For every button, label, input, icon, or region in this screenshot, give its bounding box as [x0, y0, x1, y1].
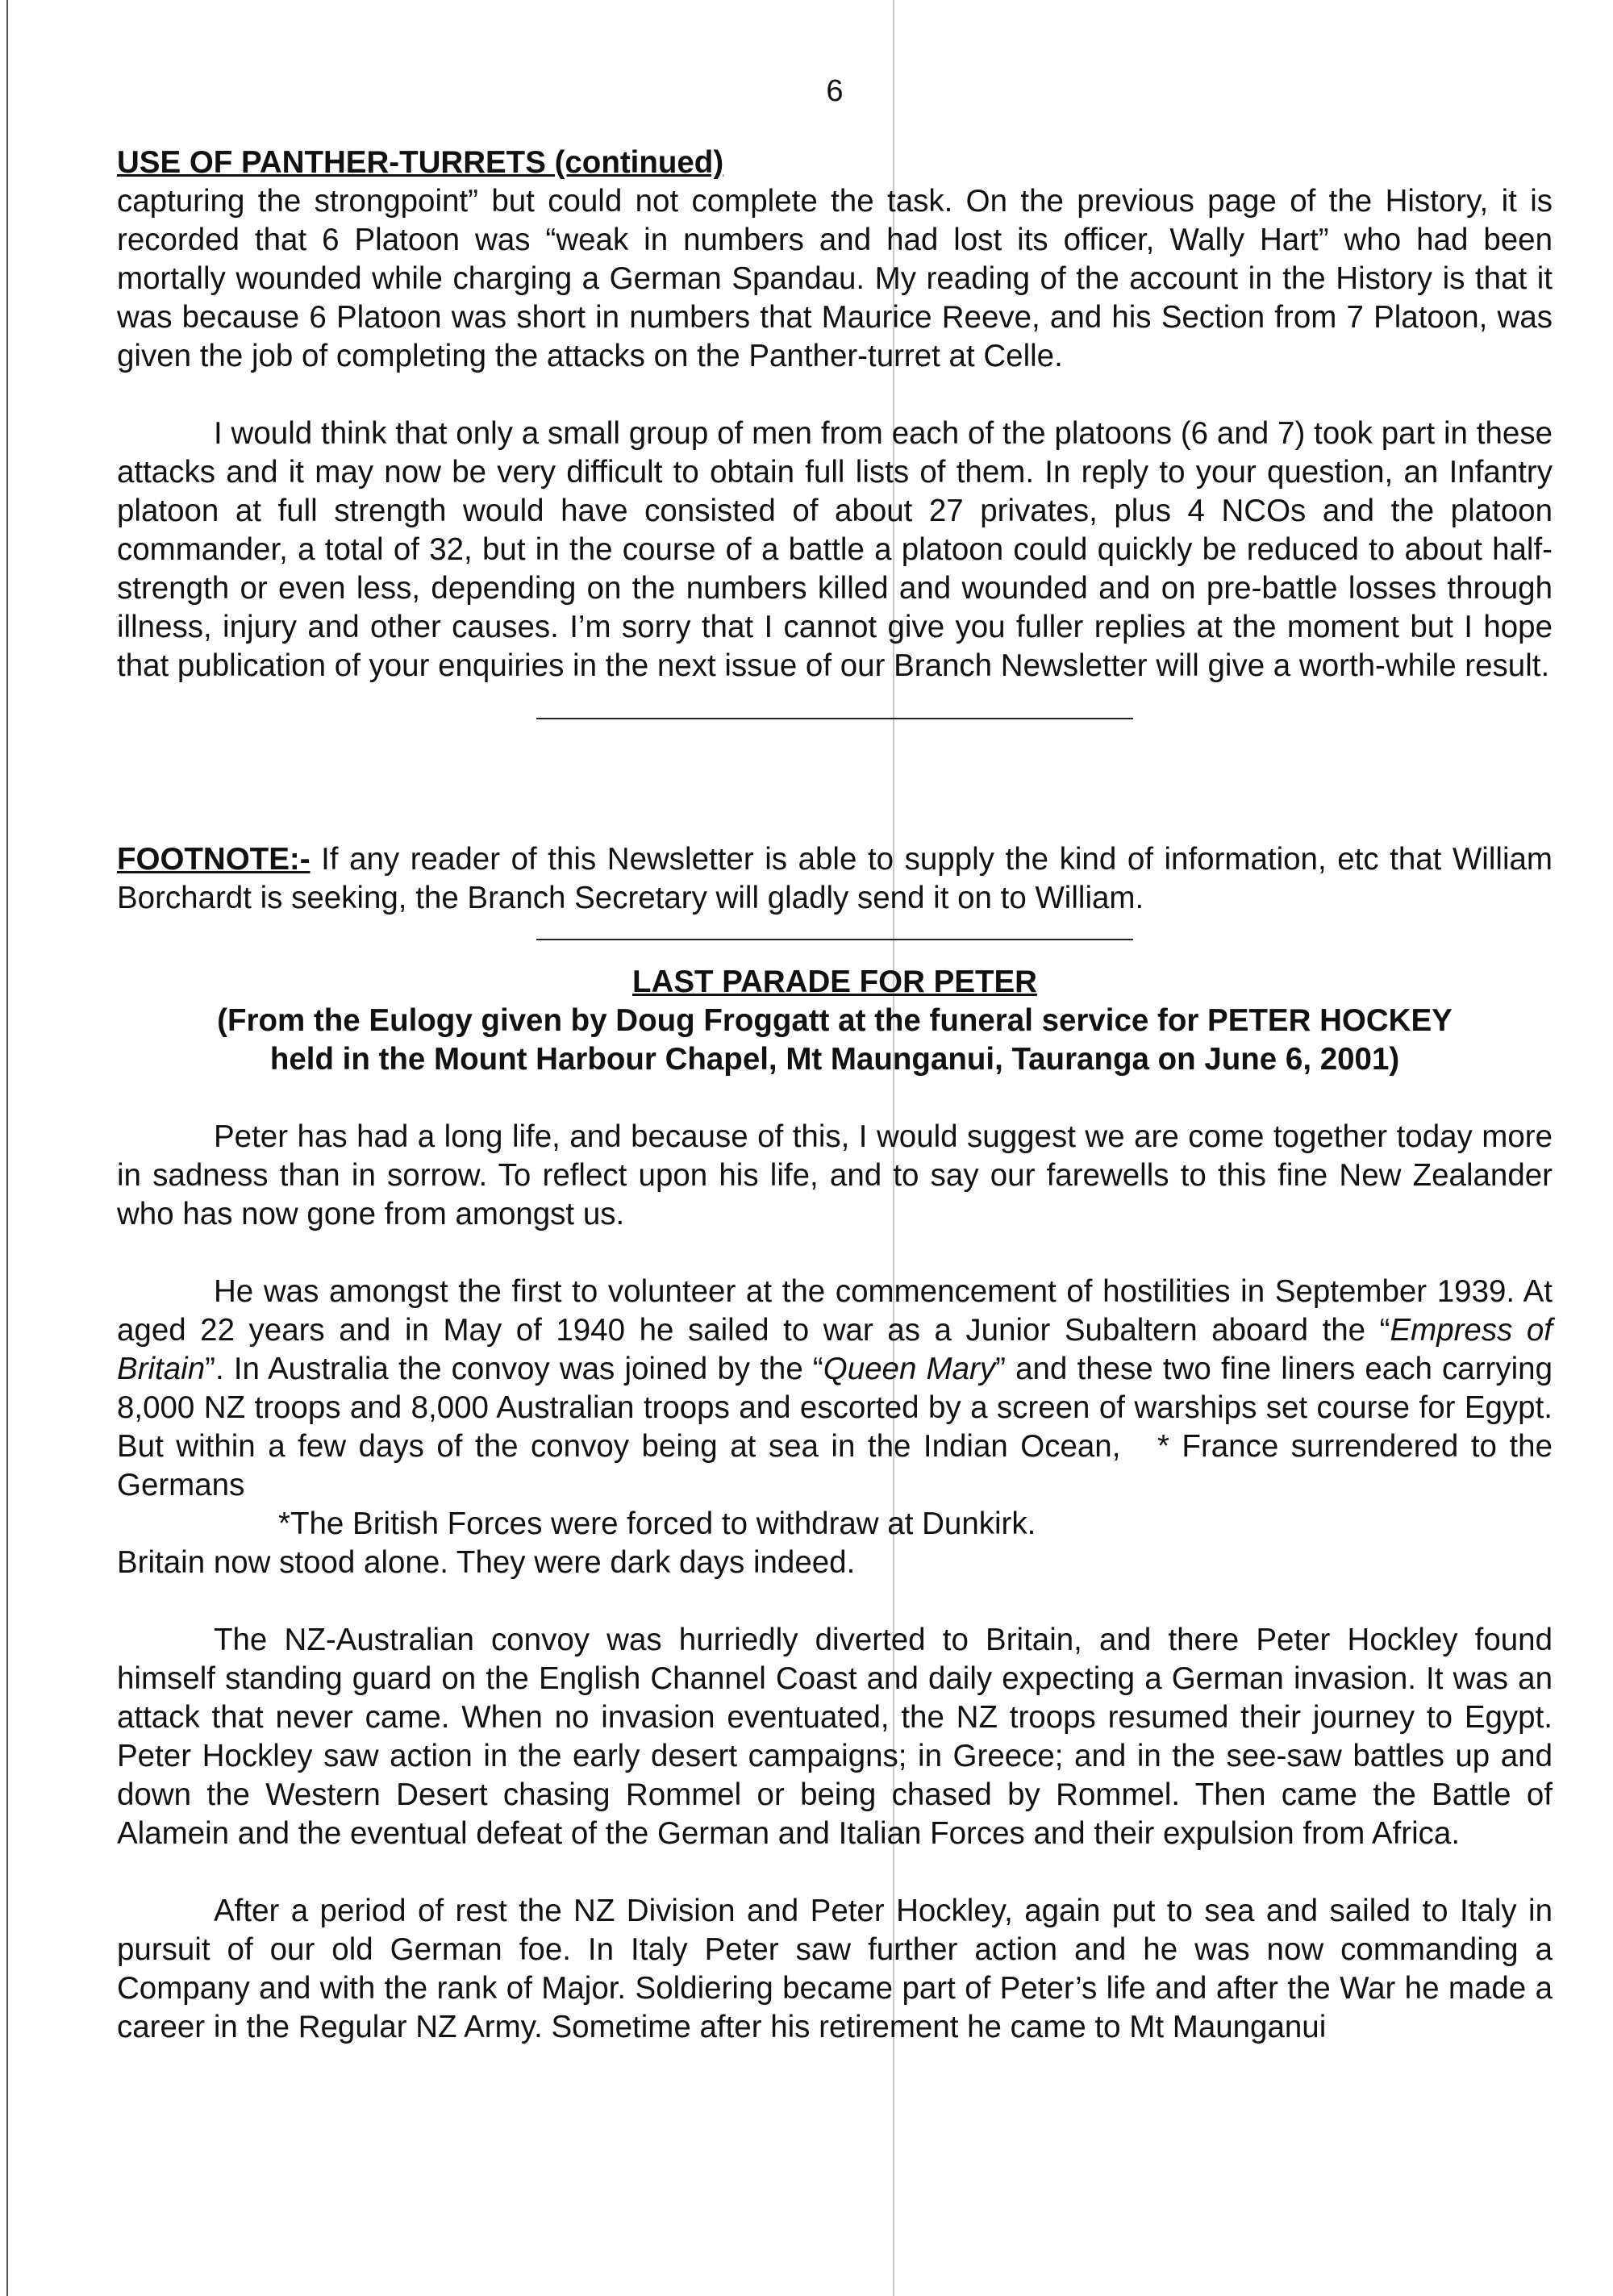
paragraph-reply: I would think that only a small group of men from each of the platoons (6 and 7) took part in these attacks and it may now be very difficult to obtain full lists of them. In reply to your question, an Infantry platoon at full strength would have consisted of about 27 privates, plus 4 NCOs and the platoon commander, a total of 32, but in the course of a battle a platoon could quickly be reduced to about half-strength or even less, depending on the numbers killed and wounded and on pre-battle losses through illness, injury and other causes. I’m sorry that I cannot give you fuller replies at the moment but I hope that publication of your enquiries in the next issue of our Branch Newsletter will give a worth-while result. — [117, 416, 1553, 683]
bullet-item: * France surrendered to the Germans — [117, 1429, 1553, 1502]
text-run: He was amongst the first to volunteer at the commencement of hostilities in September 1939. At aged 22 years and in May of 1940 he sailed to war as a Junior Subaltern aboard the “ — [117, 1274, 1553, 1348]
scan-left-edge — [6, 0, 8, 2296]
footnote-text: If any reader of this Newsletter is able to supply the kind of information, etc that William Borchardt is seeking, the Branch Secretary will gladly send it on to William. — [117, 842, 1553, 915]
article-paragraph-3: The NZ-Australian convoy was hurriedly diverted to Britain, and there Peter Hockley found himself standing guard on the English Channel Coast and daily expecting a German invasion. It was an attack that never came. When no invasion eventuated, the NZ troops resumed their journey to Egypt. Peter Hockley saw action in the early desert campaigns; in Greece; and in the see-saw battles up and down the Western Desert chasing Rommel or being chased by Rommel. Then came the Battle of Alamein and the eventual defeat of the German and Italian Forces and their expulsion from Africa. — [117, 1623, 1553, 1851]
article-title: LAST PARADE FOR PETER — [632, 965, 1037, 999]
paragraph-continued: capturing the strongpoint” but could not complete the task. On the previous page of the History, it is recorded that 6 Platoon was “weak in numbers and had lost its officer, Wally Hart” who had been mortally wounded while charging a German Spandau. My reading of the account in the History is that it was because 6 Platoon was short in numbers that Maurice Reeve, and his Section from 7 Platoon, was given the job of completing the attacks on the Panther-turret at Celle. — [117, 184, 1553, 373]
article-paragraph-2 — [117, 1273, 1553, 1505]
footnote-label: FOOTNOTE:- — [117, 842, 311, 877]
paragraph-line: Britain now stood alone. They were dark days indeed. — [117, 1545, 856, 1580]
article-paragraph-1: Peter has had a long life, and because of this, I would suggest we are come together today more in sadness than in sorrow. To reflect upon his life, and to say our farewells to this fine New Zealander who has now gone from amongst us. — [117, 1119, 1553, 1231]
article-paragraph-4: After a period of rest the NZ Division and Peter Hockley, again put to sea and sailed to Italy in pursuit of our old German foe. In Italy Peter saw further action and he was now commanding a Company and with the rank of Major. Soldiering became part of Peter’s life and after the War he made a career in the Regular NZ Army. Sometime after his retirement he came to Mt Maunganui — [117, 1894, 1553, 2044]
page-number: 6 — [826, 74, 844, 108]
bullet-item: *The British Forces were forced to withdraw at Dunkirk. — [278, 1506, 1036, 1541]
ship-name: Queen Mary — [823, 1352, 996, 1386]
ship-name: Empress of Britain — [117, 1313, 1553, 1386]
page-content — [117, 144, 1553, 2047]
text-run: ” and these two fine liners each carrying 8,000 NZ troops and 8,000 Australian troops and escorted by a screen of warships set course for Egypt. But within a few days of the convoy being at sea in the Indian Ocean, — [117, 1352, 1553, 1464]
article-subtitle-line2: held in the Mount Harbour Chapel, Mt Maunganui, Tauranga on June 6, 2001) — [269, 1042, 1400, 1077]
article-subtitle-line1: (From the Eulogy given by Doug Froggatt at the funeral service for PETER HOCKEY — [217, 1003, 1453, 1038]
text-run: ”. In Australia the convoy was joined by the “ — [205, 1352, 823, 1386]
continued-heading: USE OF PANTHER-TURRETS (continued) — [117, 145, 724, 180]
footnote — [117, 840, 1553, 918]
